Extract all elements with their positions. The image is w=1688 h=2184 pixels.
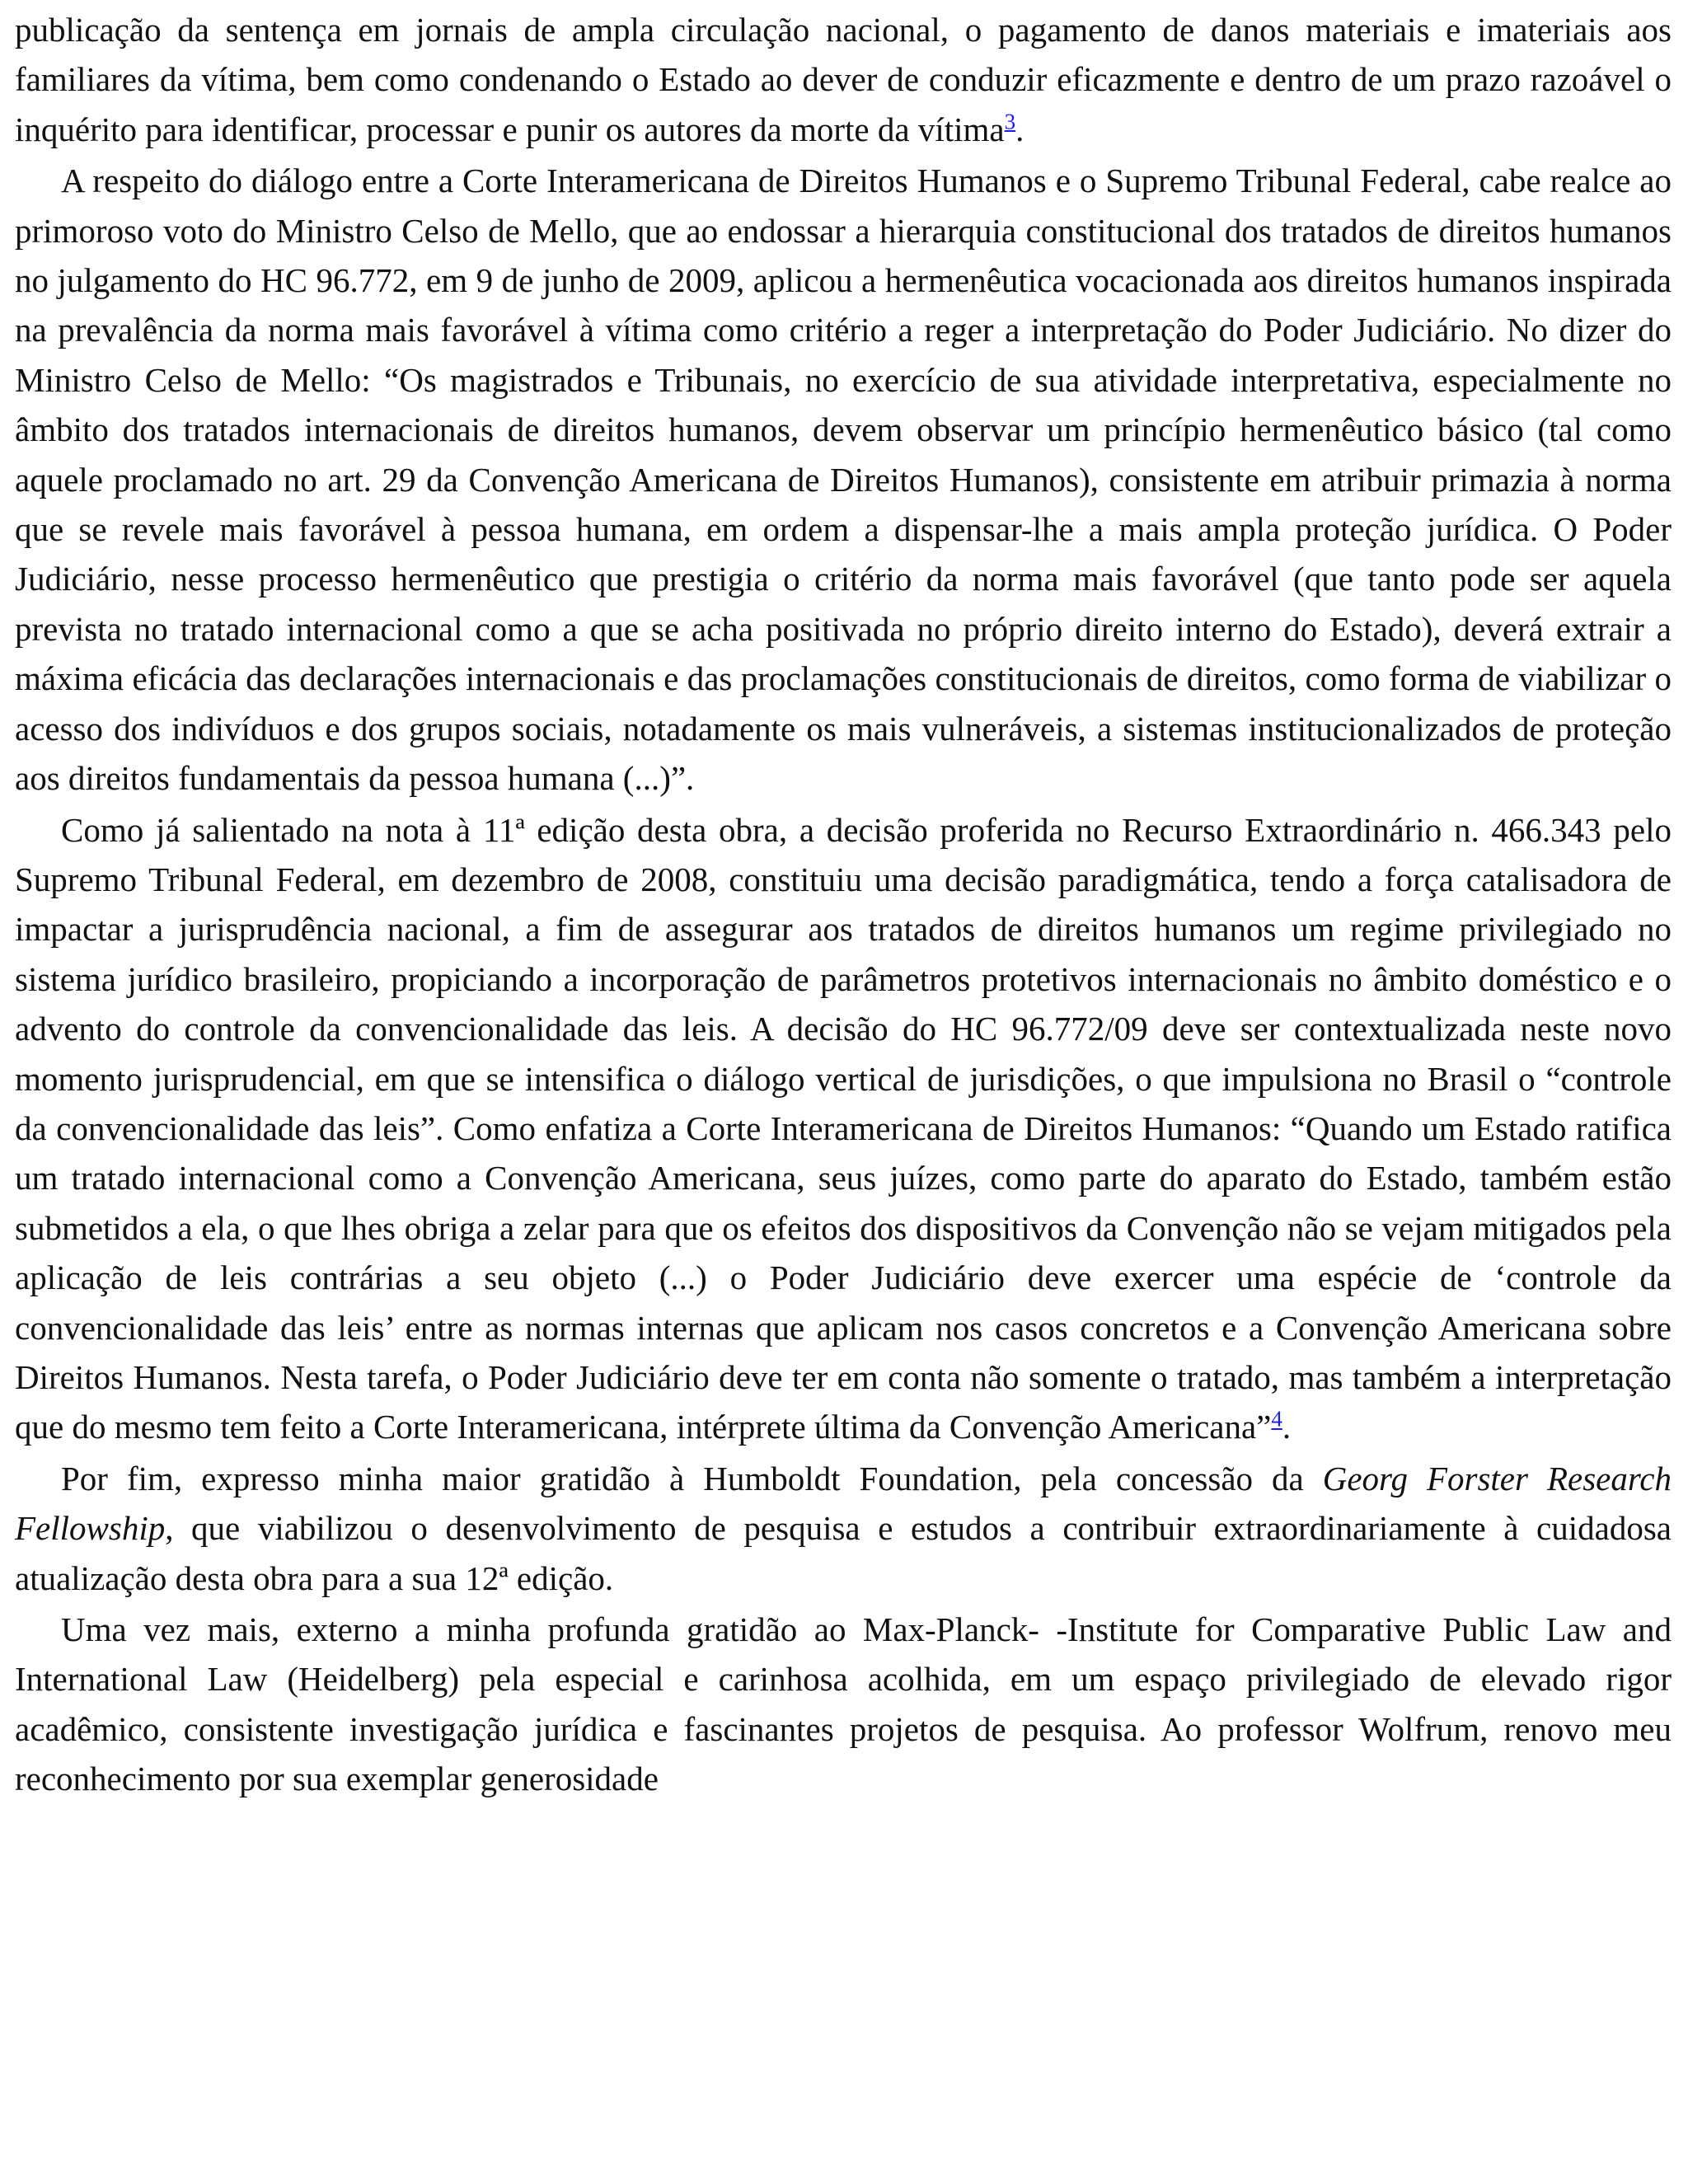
paragraph bbox=[15, 156, 1672, 803]
paragraph bbox=[15, 1605, 1672, 1804]
footnote-link[interactable]: 4 bbox=[1271, 1406, 1282, 1432]
paragraph-text: Por fim, expresso minha maior gratidão à Humboldt Foundation, pela concessão da bbox=[61, 1459, 1323, 1497]
paragraph-text: Como já salientado na nota à 11ª edição desta obra, a decisão proferida no Recurso Extraordinário n. 466.343 pelo Supremo Tribunal Federal, em dezembro de 2008, constituiu uma decisão paradigmática, tendo a força catalisadora de impactar a jurisprudência nacional, a fim de assegurar aos tratados de direitos humanos um regime privilegiado no sistema jurídico brasileiro, propiciando a incorporação de parâmetros protetivos internacionais no âmbito doméstico e o advento do controle da convencionalidade das leis. A decisão do HC 96.772/09 deve ser contextualizada neste novo momento jurisprudencial, em que se intensifica o diálogo vertical de jurisdições, o que impulsiona no Brasil o “controle da convencionalidade das leis”. Como enfatiza a Corte Interamericana de Direitos Humanos: “Quando um Estado ratifica um tratado internacional como a Convenção Americana, seus juízes, como parte do aparato do Estado, também estão submetidos a ela, o que lhes obriga a zelar para que os efeitos dos dispositivos da Convenção não se vejam mitigados pela aplicação de leis contrárias a seu objeto (...) o Poder Judiciário deve exercer uma espécie de ‘controle da convencionalidade das leis’ entre as normas internas que aplicam nos casos concretos e a Convenção Americana sobre Direitos Humanos. Nesta tarefa, o Poder Judiciário deve ter em conta não somente o tratado, mas também a interpretação que do mesmo tem feito a Corte Interamericana, intérprete última da Convenção Americana” bbox=[15, 810, 1672, 1446]
paragraph-text: publicação da sentença em jornais de ampla circulação nacional, o pagamento de danos materiais e imateriais aos familiares da vítima, bem como condenando o Estado ao dever de conduzir eficazmente e dentro de um prazo razoável o inquérito para identificar, processar e punir os autores da morte da vítima bbox=[15, 11, 1672, 148]
italic-text: Georg Forster Research Fellowship bbox=[15, 1459, 1672, 1548]
paragraph bbox=[15, 805, 1672, 1452]
paragraph-text: . bbox=[1282, 1408, 1292, 1446]
paragraph bbox=[15, 1454, 1672, 1603]
paragraph-text: A respeito do diálogo entre a Corte Interamericana de Direitos Humanos e o Supremo Tribunal Federal, cabe realce ao primoroso voto do Ministro Celso de Mello, que ao endossar a hierarquia constitucional dos tratados de direitos humanos no julgamento do HC 96.772, em 9 de junho de 2009, aplicou a hermenêutica vocacionada aos direitos humanos inspirada na prevalência da norma mais favorável à vítima como critério a reger a interpretação do Poder Judiciário. No dizer do Ministro Celso de Mello: “Os magistrados e Tribunais, no exercício de sua atividade interpretativa, especialmente no âmbito dos tratados internacionais de direitos humanos, devem observar um princípio hermenêutico básico (tal como aquele proclamado no art. 29 da Convenção Americana de Direitos Humanos), consistente em atribuir primazia à norma que se revele mais favorável à pessoa humana, em ordem a dispensar-lhe a mais ampla proteção jurídica. O Poder Judiciário, nesse processo hermenêutico que prestigia o critério da norma mais favorável (que tanto pode ser aquela prevista no tratado internacional como a que se acha positivada no próprio direito interno do Estado), deverá extrair a máxima eficácia das declarações internacionais e das proclamações constitucionais de direitos, como forma de viabilizar o acesso dos indivíduos e dos grupos sociais, notadamente os mais vulneráveis, a sistemas institucionalizados de proteção aos direitos fundamentais da pessoa humana (...)”. bbox=[15, 162, 1672, 798]
document-body bbox=[15, 5, 1672, 1804]
footnote-link[interactable]: 3 bbox=[1004, 109, 1016, 134]
paragraph-text: . bbox=[1015, 110, 1025, 148]
paragraph-text: , que viabilizou o desenvolvimento de pesquisa e estudos a contribuir extraordinariamente à cuidadosa atualização desta obra para a sua 12ª edição. bbox=[15, 1509, 1672, 1597]
paragraph-text: Uma vez mais, externo a minha profunda gratidão ao Max-Planck- -Institute for Comparative Public Law and International Law (Heidelberg) pela especial e carinhosa acolhida, em um espaço privilegiado de elevado rigor acadêmico, consistente investigação jurídica e fascinantes projetos de pesquisa. Ao professor Wolfrum, renovo meu reconhecimento por sua exemplar generosidade bbox=[15, 1610, 1672, 1798]
paragraph bbox=[15, 5, 1672, 154]
